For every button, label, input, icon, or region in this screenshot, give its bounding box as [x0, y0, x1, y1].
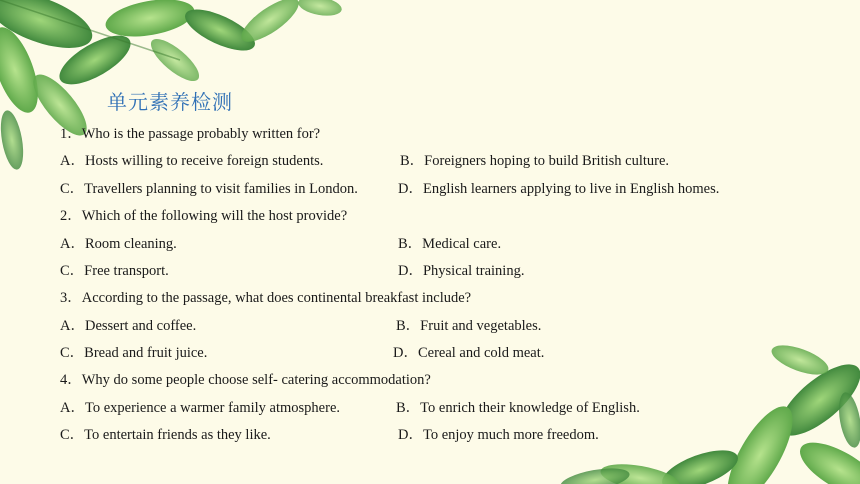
section-heading: 单元素养检测 — [107, 90, 233, 114]
question-1-option-a: A．Hosts willing to receive foreign students. — [60, 153, 324, 169]
question-1-option-d: D．English learners applying to live in English homes. — [398, 181, 720, 197]
top-right-leaf — [297, 0, 343, 19]
question-4-option-a: A．To experience a warmer family atmosphere. — [60, 400, 341, 416]
question-3-stem: 3．According to the passage, what does continental breakfast include? — [60, 290, 472, 306]
question-2-option-d: D．Physical training. — [398, 263, 525, 279]
question-1-stem: 1．Who is the passage probably written for? — [60, 126, 321, 142]
question-4-stem: 4．Why do some people choose self- catering accommodation? — [60, 372, 431, 388]
question-2-stem: 2．Which of the following will the host provide? — [60, 208, 348, 224]
question-4-option-d: D．To enjoy much more freedom. — [398, 427, 599, 443]
question-3-option-d: D．Cereal and cold meat. — [393, 345, 545, 361]
question-4-option-b: B．To enrich their knowledge of English. — [396, 400, 640, 416]
question-3-option-b: B．Fruit and vegetables. — [396, 318, 542, 334]
question-4-option-c: C．To entertain friends as they like. — [60, 427, 271, 443]
question-2-option-c: C．Free transport. — [60, 263, 169, 279]
question-1-option-c: C．Travellers planning to visit families in London. — [60, 181, 358, 197]
question-1-option-b: B．Foreigners hoping to build British culture. — [400, 153, 670, 169]
question-2-option-b: B．Medical care. — [398, 236, 502, 252]
question-3-option-a: A．Dessert and coffee. — [60, 318, 197, 334]
question-3-option-c: C．Bread and fruit juice. — [60, 345, 208, 361]
question-2-option-a: A．Room cleaning. — [60, 236, 177, 252]
